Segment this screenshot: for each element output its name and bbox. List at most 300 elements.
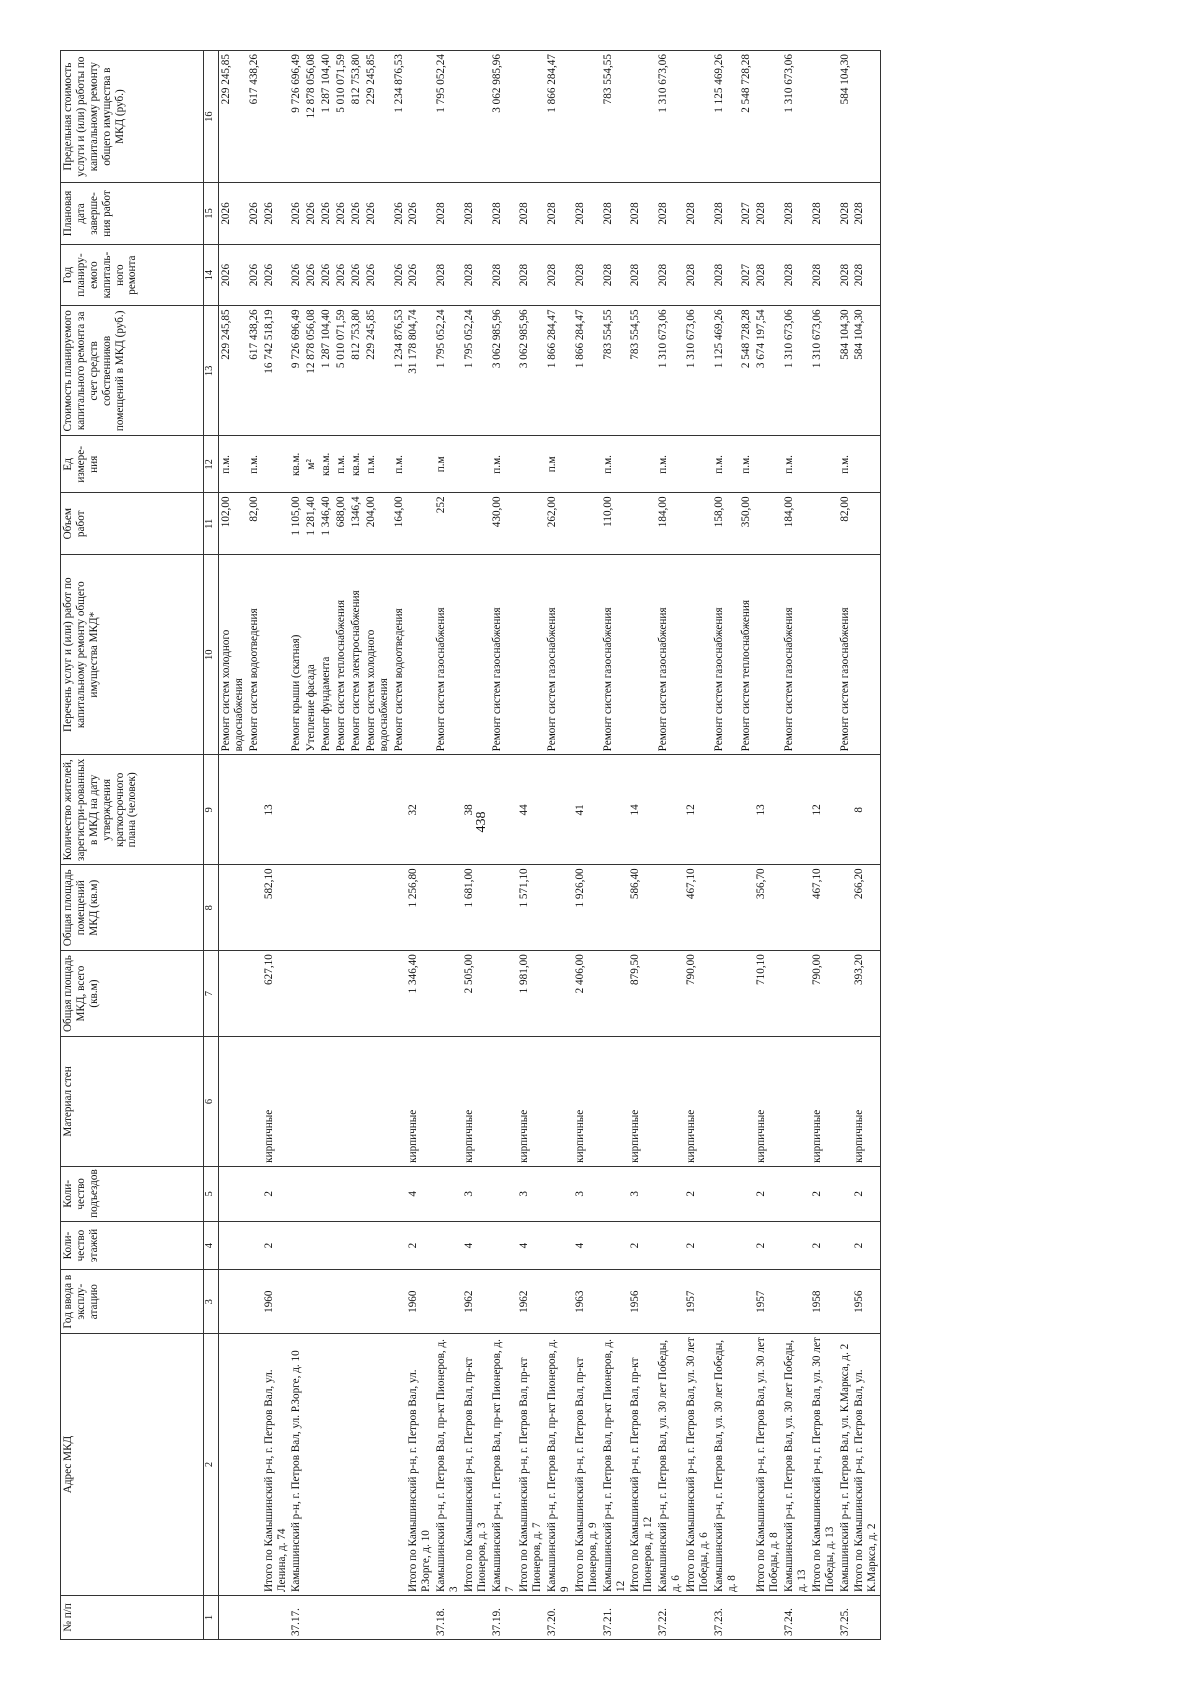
table-row	[573, 51, 601, 1640]
table-cell: 350,00	[739, 493, 754, 555]
table-cell	[304, 1270, 319, 1334]
column-number: 7	[204, 951, 219, 1037]
table-cell	[392, 1595, 407, 1639]
table-cell	[219, 755, 247, 865]
table-cell: кирпичные	[628, 1037, 656, 1167]
table-cell: 2027	[739, 244, 754, 306]
table-cell: 2028	[462, 183, 490, 245]
table-cell: 2028	[712, 183, 740, 245]
table-cell	[545, 1166, 573, 1221]
table-cell: Камышинский р-н, г. Петров Вал, ул. 30 лет Победы, д. 8	[712, 1334, 740, 1596]
table-cell	[810, 51, 838, 183]
table-cell: Камышинский р-н, г. Петров Вал, ул. К.Маркса, д. 2	[838, 1334, 853, 1596]
table-cell	[656, 951, 684, 1037]
table-cell: 1 571,10	[517, 865, 545, 951]
table-cell: 229 245,85	[364, 306, 392, 436]
table-cell	[434, 1221, 462, 1269]
table-row	[334, 51, 349, 1640]
table-cell: Итого по Камышинский р-н, г. Петров Вал, ул. Ленина, д. 74	[262, 1334, 290, 1596]
table-cell: 1 310 673,06	[656, 306, 684, 436]
table-cell: п.м.	[782, 436, 810, 493]
table-cell: Камышинский р-н, г. Петров Вал, ул. Р.Зорге, д. 10	[289, 1334, 304, 1596]
table-cell	[782, 1166, 810, 1221]
table-cell	[334, 1221, 349, 1269]
table-cell: 790,00	[810, 951, 838, 1037]
table-cell: 3 062 985,96	[490, 306, 518, 436]
table-cell: 783 554,55	[601, 51, 629, 183]
table-cell	[462, 51, 490, 183]
table-cell: 2	[684, 1166, 712, 1221]
table-cell	[838, 865, 853, 951]
column-number: 2	[204, 1334, 219, 1596]
table-cell: 1 310 673,06	[684, 306, 712, 436]
table-cell: 2026	[334, 183, 349, 245]
table-cell: 2028	[545, 183, 573, 245]
table-cell	[406, 493, 434, 555]
table-cell: кирпичные	[573, 1037, 601, 1167]
table-cell: 37.18.	[434, 1595, 462, 1639]
table-cell: Ремонт систем газоснабжения	[712, 555, 740, 755]
table-row	[364, 51, 392, 1640]
table-cell: Ремонт крыши (скатная)	[289, 555, 304, 755]
table-cell	[349, 1270, 364, 1334]
table-cell	[573, 51, 601, 183]
table-cell	[517, 436, 545, 493]
table-cell	[754, 555, 782, 755]
table-cell	[712, 1037, 740, 1167]
table-cell	[247, 1595, 262, 1639]
table-cell	[219, 1037, 247, 1167]
table-cell	[319, 865, 334, 951]
table-cell: Ремонт систем газоснабжения	[838, 555, 853, 755]
table-cell: п.м.	[601, 436, 629, 493]
table-cell: 2	[754, 1166, 782, 1221]
table-cell: 204,00	[364, 493, 392, 555]
table-cell	[739, 1270, 754, 1334]
table-cell	[334, 1595, 349, 1639]
table-cell	[392, 1334, 407, 1596]
table-cell	[319, 1221, 334, 1269]
table-cell	[434, 1270, 462, 1334]
table-cell: 3	[573, 1166, 601, 1221]
table-cell: 1 256,80	[406, 865, 434, 951]
table-cell: 790,00	[684, 951, 712, 1037]
table-cell: 584 104,30	[852, 306, 880, 436]
table-cell: 2026	[406, 183, 434, 245]
table-cell	[392, 1221, 407, 1269]
table-cell	[392, 1270, 407, 1334]
table-cell: 2028	[517, 244, 545, 306]
table-cell	[364, 1221, 392, 1269]
table-cell: 9 726 696,49	[289, 306, 304, 436]
table-cell: 37.24.	[782, 1595, 810, 1639]
column-header: Год ввода в эксплу-атацию	[61, 1270, 204, 1334]
table-cell: 2026	[247, 244, 262, 306]
table-cell	[810, 1595, 838, 1639]
table-cell	[601, 1166, 629, 1221]
table-cell: 2026	[319, 244, 334, 306]
table-cell	[810, 493, 838, 555]
table-cell: Итого по Камышинский р-н, г. Петров Вал, ул. 30 лет Победы, д. 8	[754, 1334, 782, 1596]
table-cell: 1 795 052,24	[462, 306, 490, 436]
table-cell: 2026	[219, 183, 247, 245]
table-cell: 37.23.	[712, 1595, 740, 1639]
table-cell: 102,00	[219, 493, 247, 555]
table-cell: 13	[262, 755, 290, 865]
table-cell: 2028	[434, 244, 462, 306]
table-cell: 2	[262, 1221, 290, 1269]
table-cell: 37.17.	[289, 1595, 304, 1639]
header-row	[61, 51, 204, 1640]
table-cell	[739, 865, 754, 951]
table-cell	[684, 1595, 712, 1639]
column-number: 9	[204, 755, 219, 865]
table-cell: 3 674 197,54	[754, 306, 782, 436]
table-cell	[517, 555, 545, 755]
table-cell: 1956	[852, 1270, 880, 1334]
table-cell	[852, 436, 880, 493]
table-cell	[517, 493, 545, 555]
table-cell: 1960	[262, 1270, 290, 1334]
table-cell: 1963	[573, 1270, 601, 1334]
table-cell	[219, 1270, 247, 1334]
table-cell: 2028	[434, 183, 462, 245]
table-cell	[289, 951, 304, 1037]
table-cell	[838, 1221, 853, 1269]
table-cell: Камышинский р-н, г. Петров Вал, ул. 30 лет Победы, д. 6	[656, 1334, 684, 1596]
table-cell: 37.21.	[601, 1595, 629, 1639]
table-cell	[364, 1037, 392, 1167]
table-cell	[852, 1595, 880, 1639]
table-row	[712, 51, 740, 1640]
table-cell: кирпичные	[462, 1037, 490, 1167]
table-cell	[712, 1166, 740, 1221]
table-cell	[545, 1037, 573, 1167]
table-cell: Ремонт систем холодного водоснабжения	[219, 555, 247, 755]
table-cell: 1 866 284,47	[545, 51, 573, 183]
table-cell: 2	[684, 1221, 712, 1269]
column-header: Адрес МКД	[61, 1334, 204, 1596]
table-cell: 229 245,85	[219, 306, 247, 436]
table-cell: 2028	[684, 183, 712, 245]
table-cell: 2026	[289, 244, 304, 306]
rotated-page	[60, 50, 1200, 1640]
table-cell: 37.19.	[490, 1595, 518, 1639]
table-cell	[304, 755, 319, 865]
table-cell: 5 010 071,59	[334, 306, 349, 436]
table-cell: 1956	[628, 1270, 656, 1334]
table-cell	[349, 1037, 364, 1167]
table-cell	[334, 1334, 349, 1596]
table-cell	[247, 755, 262, 865]
table-cell: Камышинский р-н, г. Петров Вал, пр-кт Пионеров, д. 7	[490, 1334, 518, 1596]
table-cell: 2	[262, 1166, 290, 1221]
table-cell: 2 548 728,28	[739, 51, 754, 183]
table-cell	[739, 951, 754, 1037]
column-header: Перечень услуг и (или) работ по капитальному ремонту общего имущества МКД*	[61, 555, 204, 755]
table-cell: п.м.	[364, 436, 392, 493]
table-cell: 2	[852, 1221, 880, 1269]
table-cell	[838, 1037, 853, 1167]
table-cell: 2028	[545, 244, 573, 306]
table-row	[289, 51, 304, 1640]
table-cell: 3	[517, 1166, 545, 1221]
table-cell: 4	[573, 1221, 601, 1269]
table-cell: Ремонт систем электроснабжения	[349, 555, 364, 755]
table-cell	[304, 951, 319, 1037]
table-cell	[852, 493, 880, 555]
table-cell: Итого по Камышинский р-н, г. Петров Вал, пр-кт Пионеров, д. 12	[628, 1334, 656, 1596]
table-row	[684, 51, 712, 1640]
table-cell: 1 287 104,40	[319, 51, 334, 183]
table-cell: 1 981,00	[517, 951, 545, 1037]
table-cell: 16 742 518,19	[262, 306, 290, 436]
table-cell	[656, 1221, 684, 1269]
column-header: № п/п	[61, 1595, 204, 1639]
table-cell: 252	[434, 493, 462, 555]
table-cell: 31 178 804,74	[406, 306, 434, 436]
table-cell: 2028	[754, 183, 782, 245]
table-cell	[434, 1166, 462, 1221]
table-cell	[810, 436, 838, 493]
table-cell	[684, 436, 712, 493]
table-row	[810, 51, 838, 1640]
table-cell: Камышинский р-н, г. Петров Вал, пр-кт Пионеров, д. 3	[434, 1334, 462, 1596]
table-cell: 2026	[349, 183, 364, 245]
table-cell: 2026	[319, 183, 334, 245]
table-cell	[392, 755, 407, 865]
table-cell: 1 795 052,24	[434, 306, 462, 436]
table-cell	[490, 1221, 518, 1269]
table-cell: п.м.	[219, 436, 247, 493]
table-cell	[462, 1595, 490, 1639]
column-number: 16	[204, 51, 219, 183]
table-cell: 430,00	[490, 493, 518, 555]
table-cell	[334, 1270, 349, 1334]
table-cell	[739, 1221, 754, 1269]
table-cell	[334, 1037, 349, 1167]
table-cell: п.м	[545, 436, 573, 493]
table-cell	[304, 1334, 319, 1596]
table-cell: 2028	[810, 183, 838, 245]
table-cell: 2026	[219, 244, 247, 306]
table-cell	[517, 1595, 545, 1639]
table-cell	[304, 1221, 319, 1269]
table-cell: 1 926,00	[573, 865, 601, 951]
table-cell	[545, 1221, 573, 1269]
table-cell	[219, 865, 247, 951]
table-cell: 2028	[656, 183, 684, 245]
table-cell	[262, 436, 290, 493]
table-cell	[319, 755, 334, 865]
table-cell: 584 104,30	[838, 306, 853, 436]
table-cell	[349, 1595, 364, 1639]
table-cell: 2028	[573, 183, 601, 245]
table-cell	[656, 1166, 684, 1221]
table-cell: 1 234 876,53	[392, 51, 407, 183]
table-cell: 783 554,55	[628, 306, 656, 436]
column-header: Стоимость планируемого капитального ремонта за счет средств собственников помещений в МКД (руб.)	[61, 306, 204, 436]
table-cell: 12 878 056,08	[304, 306, 319, 436]
table-cell: Камышинский р-н, г. Петров Вал, ул. 30 лет Победы, д. 13	[782, 1334, 810, 1596]
table-row	[601, 51, 629, 1640]
table-cell: 2028	[517, 183, 545, 245]
table-row	[462, 51, 490, 1640]
table-cell: 2026	[406, 244, 434, 306]
table-body	[219, 51, 881, 1640]
column-header: Год планиру-емого капиталь-ного ремонта	[61, 244, 204, 306]
table-cell: 2026	[392, 244, 407, 306]
table-cell: п.м.	[838, 436, 853, 493]
table-cell: 2028	[601, 183, 629, 245]
table-cell: Камышинский р-н, г. Петров Вал, пр-кт Пионеров, д. 12	[601, 1334, 629, 1596]
table-cell	[601, 865, 629, 951]
table-row	[490, 51, 518, 1640]
table-cell: 262,00	[545, 493, 573, 555]
table-cell	[712, 1221, 740, 1269]
table-cell	[852, 555, 880, 755]
table-cell: кирпичные	[406, 1037, 434, 1167]
column-header: Общая площадь МКД, всего (кв.м)	[61, 951, 204, 1037]
table-cell: п.м.	[334, 436, 349, 493]
table-cell: 2028	[852, 183, 880, 245]
table-row	[262, 51, 290, 1640]
table-cell: 9 726 696,49	[289, 51, 304, 183]
table-cell: 4	[406, 1166, 434, 1221]
table-row	[517, 51, 545, 1640]
table-row	[406, 51, 434, 1640]
table-cell: 2026	[304, 183, 319, 245]
table-cell: 2026	[364, 244, 392, 306]
table-cell: 1 234 876,53	[392, 306, 407, 436]
table-cell	[364, 1334, 392, 1596]
table-cell: 1 346,40	[406, 951, 434, 1037]
table-cell	[406, 555, 434, 755]
table-cell	[782, 1270, 810, 1334]
table-cell: 184,00	[656, 493, 684, 555]
table-cell: 2026	[289, 183, 304, 245]
table-cell: 617 438,26	[247, 306, 262, 436]
table-cell: Ремонт систем газоснабжения	[782, 555, 810, 755]
table-cell: кирпичные	[754, 1037, 782, 1167]
table-cell	[628, 436, 656, 493]
table-cell	[782, 865, 810, 951]
table-cell	[392, 865, 407, 951]
table-cell	[349, 1166, 364, 1221]
table-cell: 584 104,30	[838, 51, 853, 183]
table-cell: п.м.	[490, 436, 518, 493]
table-cell	[364, 1595, 392, 1639]
table-cell: 2026	[364, 183, 392, 245]
table-cell: 229 245,85	[364, 51, 392, 183]
table-cell: 12 878 056,08	[304, 51, 319, 183]
table-cell: Ремонт систем теплоснабжения	[739, 555, 754, 755]
table-cell: Утепление фасада	[304, 555, 319, 755]
table-row	[739, 51, 754, 1640]
table-cell: п.м	[434, 436, 462, 493]
table-cell: 2028	[782, 244, 810, 306]
table-cell	[219, 951, 247, 1037]
table-cell: 1 125 469,26	[712, 306, 740, 436]
table-cell	[656, 865, 684, 951]
table-cell: 1 866 284,47	[573, 306, 601, 436]
table-cell	[304, 1166, 319, 1221]
table-cell: 2027	[739, 183, 754, 245]
table-row	[219, 51, 247, 1640]
table-cell: 812 753,80	[349, 51, 364, 183]
table-cell	[219, 1166, 247, 1221]
table-cell	[628, 1595, 656, 1639]
table-cell	[810, 555, 838, 755]
table-cell	[319, 1595, 334, 1639]
table-cell: 12	[810, 755, 838, 865]
table-cell: 2	[810, 1221, 838, 1269]
table-cell: Ремонт систем водоотведения	[247, 555, 262, 755]
table-cell: 2026	[334, 244, 349, 306]
column-number: 4	[204, 1221, 219, 1269]
table-cell: 2028	[490, 244, 518, 306]
table-cell	[434, 951, 462, 1037]
table-cell: 1 310 673,06	[782, 306, 810, 436]
table-cell	[712, 755, 740, 865]
table-cell	[838, 755, 853, 865]
column-number: 3	[204, 1270, 219, 1334]
column-number: 13	[204, 306, 219, 436]
table-cell: п.м.	[247, 436, 262, 493]
table-cell: 617 438,26	[247, 51, 262, 183]
table-cell: 2028	[838, 183, 853, 245]
table-cell: 2028	[628, 183, 656, 245]
table-cell	[545, 755, 573, 865]
table-cell: Итого по Камышинский р-н, г. Петров Вал, пр-кт Пионеров, д. 3	[462, 1334, 490, 1596]
table-cell: 2	[852, 1166, 880, 1221]
table-cell: 1958	[810, 1270, 838, 1334]
column-number: 6	[204, 1037, 219, 1167]
table-cell: 14	[628, 755, 656, 865]
table-cell	[247, 1166, 262, 1221]
table-row	[304, 51, 319, 1640]
table-cell: 2	[754, 1221, 782, 1269]
table-cell	[434, 755, 462, 865]
table-cell	[712, 865, 740, 951]
column-number: 5	[204, 1166, 219, 1221]
table-cell: 2028	[754, 244, 782, 306]
column-header: Материал стен	[61, 1037, 204, 1167]
table-cell: 2	[810, 1166, 838, 1221]
table-cell: 229 245,85	[219, 51, 247, 183]
table-cell	[656, 1270, 684, 1334]
table-cell	[289, 1166, 304, 1221]
table-cell	[247, 1037, 262, 1167]
table-cell	[601, 1221, 629, 1269]
table-cell	[406, 51, 434, 183]
table-cell: 1 310 673,06	[782, 51, 810, 183]
table-cell	[247, 865, 262, 951]
table-cell	[247, 1334, 262, 1596]
table-cell	[782, 951, 810, 1037]
column-header: Количество жителей, зарегистри-рованных в МКД на дату утверждения краткосрочного плана (человек)	[61, 755, 204, 865]
table-cell: Итого по Камышинский р-н, г. Петров Вал, ул. 30 лет Победы, д. 13	[810, 1334, 838, 1596]
table-cell: Ремонт систем газоснабжения	[434, 555, 462, 755]
table-cell	[219, 1221, 247, 1269]
table-cell: п.м.	[712, 436, 740, 493]
table-cell: 627,10	[262, 951, 290, 1037]
table-cell	[319, 951, 334, 1037]
table-cell: 37.25.	[838, 1595, 853, 1639]
table-cell	[334, 1166, 349, 1221]
table-cell: 1 105,00	[289, 493, 304, 555]
column-number: 11	[204, 493, 219, 555]
